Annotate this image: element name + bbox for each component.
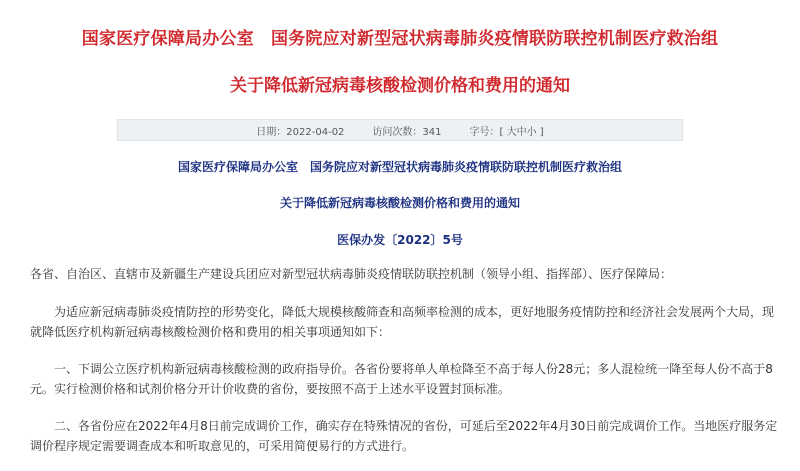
body-paragraph-2: 二、各省份应在2022年4月8日前完成调价工作，确实存在特殊情况的省份，可延后至2022年4月30日前完成调价工作。当地医疗服务定调价程序规定需要调查成本和听取意见的，可采用简便易行的方式进行。 — [30, 419, 778, 453]
date-info — [256, 123, 344, 138]
font-size-label: 字号： — [469, 126, 500, 138]
font-small-button[interactable]: 小 — [526, 126, 537, 138]
body-paragraph-intro: 为适应新冠病毒肺炎疫情防控的形势变化，降低大规模核酸筛查和高频率检测的成本，更好地服务疫情防控和经济社会发展两个大局，现就降低医疗机构新冠病毒核酸检测价格和费用的相关事项通知如下： — [30, 305, 775, 339]
header-issuer: 国家医疗保障局办公室 国务院应对新型冠状病毒肺炎疫情联防联控机制医疗救治组 — [81, 29, 719, 49]
font-large-button[interactable]: 大 — [506, 126, 517, 138]
document-title: 关于降低新冠病毒核酸检测价格和费用的通知 — [279, 196, 520, 210]
font-size-control — [470, 123, 544, 138]
date-value: 2022-04-02 — [286, 126, 345, 138]
body-paragraph-1: 一、下调公立医疗机构新冠病毒核酸检测的政府指导价。各省份要将单人单检降至不高于每人份28元；多人混检统一降至每人份不高于8元。实行检测价格和试剂价格分开计价收费的省份，要按照不高于上述水平设置封顶标准。 — [30, 362, 773, 396]
visits-info — [372, 123, 441, 138]
font-medium-button[interactable]: 中 — [516, 126, 527, 138]
visits-value: 341 — [422, 126, 442, 138]
page-title: 关于降低新冠病毒核酸检测价格和费用的通知 — [230, 76, 570, 96]
font-bracket-open: [ — [499, 126, 504, 138]
article-meta-bar — [117, 119, 683, 141]
font-bracket-close: ] — [539, 126, 544, 138]
date-label: 日期： — [256, 126, 287, 138]
document-number: 医保办发〔2022〕5号 — [337, 233, 463, 247]
visits-label: 访问次数： — [372, 126, 423, 138]
document-issuer: 国家医疗保障局办公室 国务院应对新型冠状病毒肺炎疫情联防联控机制医疗救治组 — [177, 160, 622, 174]
addressee-paragraph: 各省、自治区、直辖市及新疆生产建设兵团应对新型冠状病毒肺炎疫情联防联控机制（领导小组、指挥部）、医疗保障局： — [30, 267, 673, 281]
